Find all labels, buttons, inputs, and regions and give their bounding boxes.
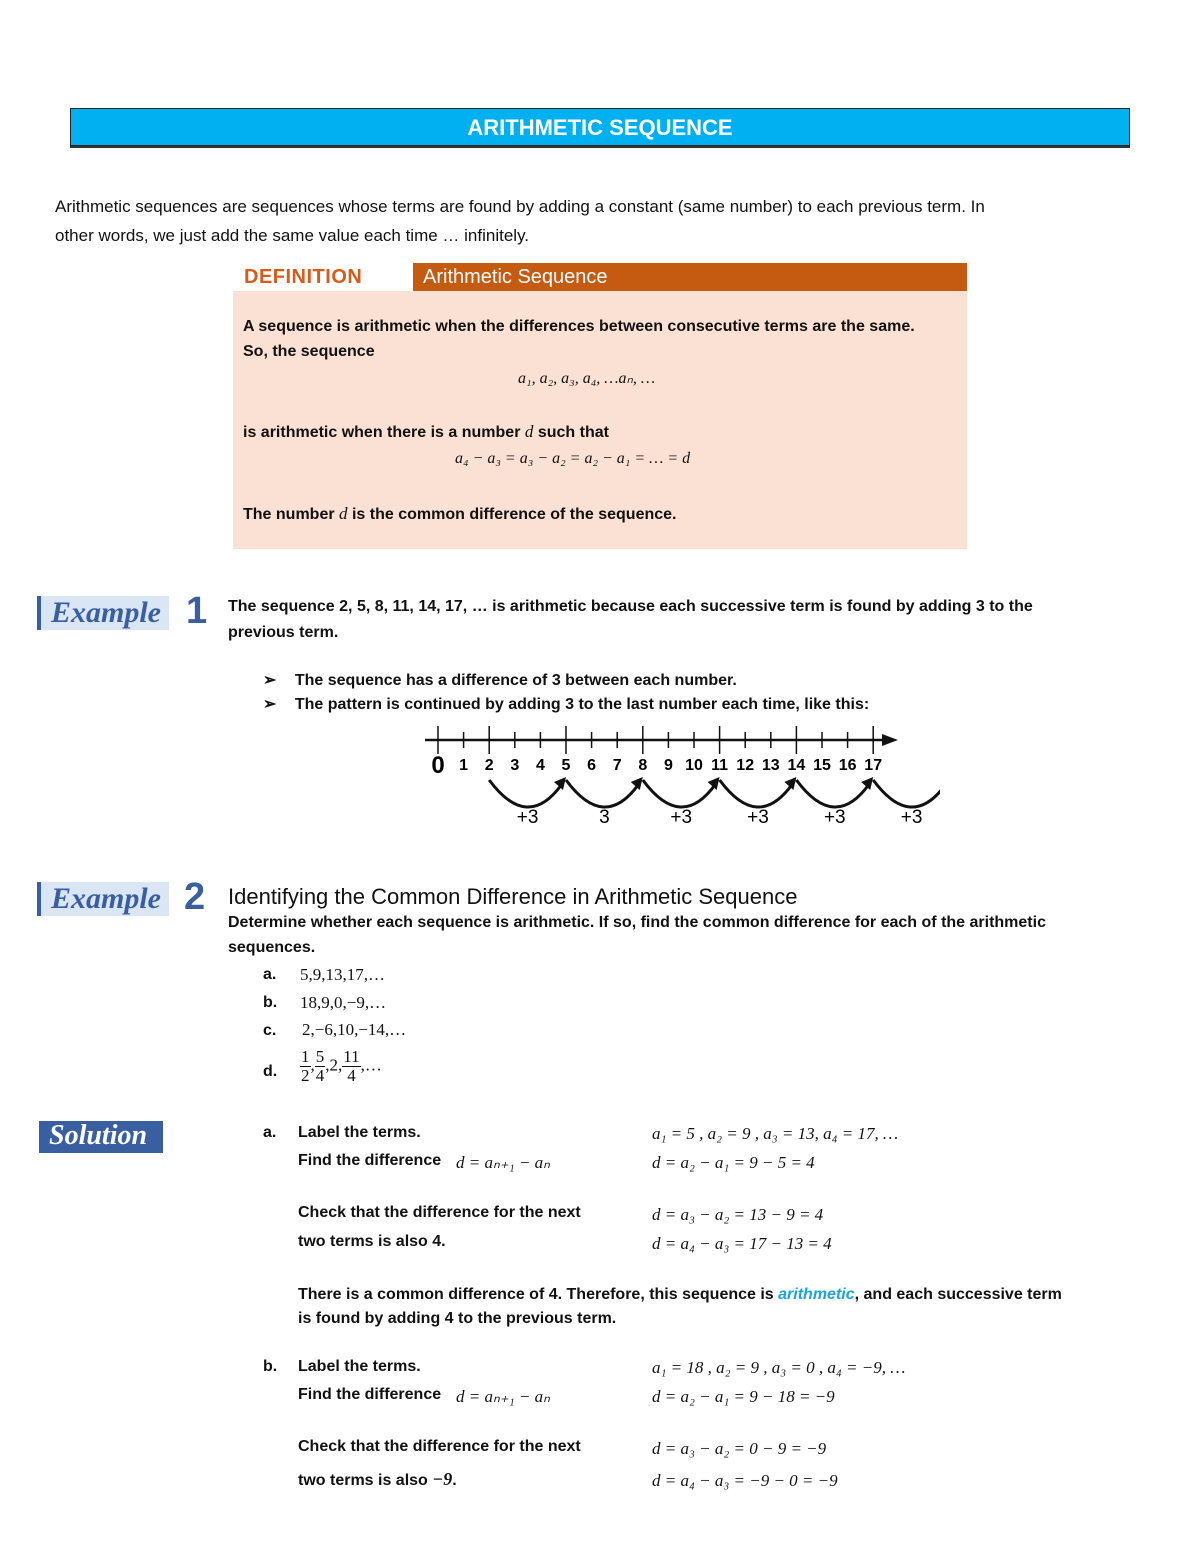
jump-label: +3 [823, 807, 846, 828]
number-line-labels [431, 752, 882, 779]
solution-a-diff-2: d = a₃ − a₂ = 13 − 9 = 4 [652, 1205, 824, 1224]
solution-b-diff-2: d = a₃ − a₂ = 0 − 9 = −9 [652, 1439, 827, 1458]
item-a-label: a. [263, 966, 277, 983]
intro-paragraph [55, 192, 1145, 250]
tick-label: 8 [638, 757, 648, 774]
solution-b-period: . [452, 1472, 457, 1489]
solution-b-diff-1: d = a₂ − a₁ = 9 − 18 = −9 [652, 1387, 835, 1406]
tick-label: 0 [431, 752, 445, 779]
tick-label: 4 [535, 757, 545, 774]
number-line-arrowhead [882, 734, 898, 746]
example-1-badge [37, 596, 169, 630]
example-1-badge-label: Example [51, 596, 161, 629]
example-2-text-1: Determine whether each sequence is arithmetic. If so, find the common difference for each of the arithmetic [228, 914, 1046, 931]
tick-label: 12 [736, 757, 755, 774]
solution-a-diff-3: d = a₄ − a₃ = 17 − 13 = 4 [652, 1234, 832, 1253]
frac-1-den: 2 [301, 1066, 310, 1085]
arrow-bullet-icon: ➢ [263, 672, 277, 689]
tick-label: 13 [761, 757, 780, 774]
solution-a-diff-1: d = a₂ − a₁ = 9 − 5 = 4 [652, 1153, 815, 1172]
solution-a-conclusion-1 [298, 1286, 1062, 1304]
example-1-text-1: The sequence 2, 5, 8, 11, 14, 17, … is arithmetic because each successive term is found by adding 3 to the [228, 598, 1033, 615]
tick-label: 9 [663, 757, 673, 774]
tick-label: 10 [685, 757, 703, 774]
definition-p3-end: such that [537, 424, 609, 441]
solution-badge-label: Solution [49, 1120, 148, 1151]
definition-p4-start: The number [243, 506, 335, 523]
solution-a-label: a. [263, 1124, 277, 1141]
tick-label: 5 [561, 757, 571, 774]
definition-heading-bar [413, 263, 967, 291]
jump-label: +3 [670, 807, 693, 828]
tick-label: 17 [864, 757, 883, 774]
intro-line-1: Arithmetic sequences are sequences whose terms are found by adding a constant (same number) to each previous term. In [55, 197, 985, 216]
solution-b-terms: a₁ = 18 , a₂ = 9 , a₃ = 0 , a₄ = −9, … [652, 1358, 906, 1377]
tick-label: 16 [838, 757, 857, 774]
frac-3-den: 4 [347, 1066, 356, 1085]
jump-arc [873, 780, 940, 807]
example-2-heading: Identifying the Common Difference in Arithmetic Sequence [228, 884, 798, 909]
definition-d-symbol: d [524, 422, 534, 441]
solution-b-diff-3: d = a₄ − a₃ = −9 − 0 = −9 [652, 1471, 838, 1490]
tick-label: 14 [787, 757, 806, 774]
jump-arc [566, 780, 639, 807]
solution-b-find-diff: Find the difference [298, 1386, 442, 1403]
definition-label: DEFINITION [244, 266, 363, 288]
solution-a-conclusion-start: There is a common difference of 4. Therefore, this sequence is [298, 1286, 774, 1303]
item-a-sequence: 5,9,13,17,… [300, 965, 385, 984]
definition-equation: a₄ − a₃ = a₃ − a₂ = a₂ − a₁ = … = d [455, 450, 691, 467]
jump-label: +3 [516, 807, 539, 828]
definition-p3 [243, 422, 609, 442]
tick-label: 3 [510, 757, 520, 774]
item-d-tail: ,… [360, 1055, 382, 1075]
item-b-label: b. [263, 994, 278, 1011]
tick-label: 6 [587, 757, 597, 774]
solution-b-label: b. [263, 1358, 278, 1375]
title-banner [70, 108, 1130, 146]
solution-a-check-1: Check that the difference for the next [298, 1204, 581, 1221]
example-2-badge [37, 882, 169, 916]
definition-p4-end: is the common difference of the sequence. [351, 506, 677, 523]
jump-arc [796, 780, 869, 807]
number-line-jump-arcs [489, 777, 940, 828]
solution-b-check-2-text: two terms is also [298, 1472, 428, 1489]
item-b-sequence: 18,9,0,−9,… [300, 993, 387, 1012]
bullet-2-text: The pattern is continued by adding 3 to the last number each time, like this: [294, 696, 870, 713]
definition-sequence: a₁, a₂, a₃, a₄, …aₙ, … [518, 370, 656, 387]
jump-label: +3 [900, 807, 923, 828]
page-title: ARITHMETIC SEQUENCE [467, 115, 733, 140]
intro-line-2: other words, we just add the same value each time … infinitely. [55, 226, 530, 245]
solution-b-check-2 [298, 1469, 457, 1490]
solution-b-label-terms: Label the terms. [298, 1358, 421, 1375]
solution-b-minus-nine: −9 [432, 1469, 453, 1489]
item-d-middle: 2, [329, 1055, 343, 1075]
definition-p3-start: is arithmetic when there is a number [243, 424, 521, 441]
solution-a-label-terms: Label the terms. [298, 1124, 421, 1141]
solution-a-conclusion-end: , and each successive term [854, 1286, 1062, 1303]
tick-label: 1 [459, 757, 469, 774]
solution-a-terms: a₁ = 5 , a₂ = 9 , a₃ = 13, a₄ = 17, … [652, 1124, 899, 1143]
solution-a-conclusion-2: is found by adding 4 to the previous term. [298, 1310, 617, 1327]
example-2-badge-label: Example [51, 882, 161, 915]
jump-arc [643, 780, 716, 807]
definition-d-symbol-2: d [339, 504, 348, 523]
frac-1-num: 1 [301, 1047, 310, 1066]
solution-a-formula: d = aₙ₊₁ − aₙ [456, 1153, 550, 1172]
definition-heading: Arithmetic Sequence [423, 266, 608, 288]
solution-a-check-2: two terms is also 4. [298, 1233, 446, 1250]
frac-3-num: 11 [343, 1047, 360, 1066]
bullet-1-text: The sequence has a difference of 3 between each number. [294, 672, 737, 689]
example-1-number: 1 [186, 590, 208, 632]
jump-label: +3 [747, 807, 769, 828]
number-line [420, 722, 940, 832]
example-1-text-2: previous term. [228, 624, 339, 641]
item-d-label: d. [263, 1063, 278, 1080]
tick-label: 7 [612, 757, 622, 774]
tick-label: 2 [484, 757, 494, 774]
definition-p2: So, the sequence [243, 343, 375, 360]
tick-label: 11 [711, 757, 729, 774]
solution-b-check-1: Check that the difference for the next [298, 1438, 581, 1455]
item-c-sequence: 2,−6,10,−14,… [302, 1020, 407, 1039]
jump-arc [489, 780, 562, 807]
definition-p1: A sequence is arithmetic when the differences between consecutive terms are the same. [243, 318, 915, 335]
example-2-number: 2 [184, 876, 206, 918]
bullet-2 [263, 694, 869, 714]
arrow-bullet-icon: ➢ [263, 696, 277, 713]
bullet-1 [263, 670, 737, 690]
solution-b-formula: d = aₙ₊₁ − aₙ [456, 1387, 550, 1406]
jump-arc [720, 780, 793, 807]
solution-a-find-diff: Find the difference [298, 1152, 442, 1169]
item-c-label: c. [263, 1022, 277, 1039]
jump-label: 3 [599, 807, 610, 828]
arithmetic-highlight: arithmetic [778, 1286, 855, 1303]
tick-label: 15 [813, 757, 831, 774]
example-2-text-2: sequences. [228, 939, 316, 956]
solution-badge [39, 1121, 163, 1153]
item-d-sequence: $\frac{1}{2}$ , $\frac{5}{4}$ ,2, $\frac{11}{4}$ ,… [301, 1047, 382, 1085]
frac-2-num: 5 [315, 1047, 325, 1066]
frac-2-den: 4 [315, 1066, 325, 1085]
definition-p4 [243, 504, 676, 524]
